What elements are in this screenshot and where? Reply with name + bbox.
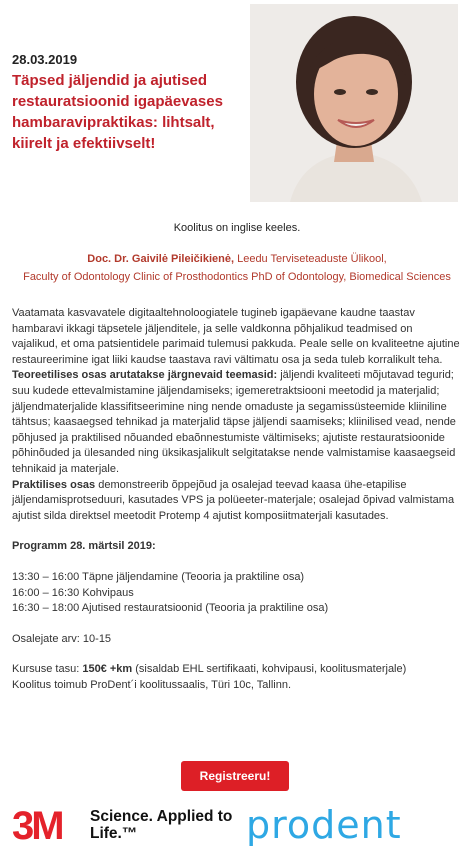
lecturer-name: Doc. Dr. Gaivilė Pileičikienė, (87, 253, 235, 265)
practice-paragraph (12, 478, 460, 525)
lecturer-affiliation: Leedu Terviseteaduste Ülikool, (234, 253, 387, 265)
program-item: 13:30 – 16:00 Täpne jäljendamine (Teooria ja praktiline osa) (12, 570, 305, 583)
header (0, 0, 474, 200)
course-fee (12, 662, 460, 678)
event-date: 28.03.2019 (12, 52, 78, 67)
program-title: Programm 28. märtsil 2019: (12, 540, 156, 553)
portrait-image (250, 4, 458, 202)
prodent-logo[interactable]: prodent (246, 803, 402, 847)
fee-note: (sisaldab EHL sertifikaati, kohvipausi, koolitusmaterjale) (132, 663, 407, 676)
theory-paragraph (12, 368, 460, 477)
lecturer-faculty: Faculty of Odontology Clinic of Prosthodontics PhD of Odontology, Biomedical Sciences (23, 271, 451, 283)
course-description (12, 306, 460, 693)
lecturer-photo (250, 4, 458, 202)
fee-label: Kursuse tasu: (12, 663, 83, 676)
practice-text: demonstreerib õppejõud ja osalejad teevad kaasa ühe-etapilise jäljendamisprotseduuri, kasutades VPS ja polüeeter-materjale; osalejad õpivad valmistama ajutist silda direktsel meetodit Protemp 4 ajutist komposiitmaterjali kasutades. (12, 478, 455, 522)
theory-label: Teoreetilises osas arutatakse järgnevaid teemasid: (12, 369, 278, 382)
lecturer-info (0, 250, 474, 286)
participants-count: Osalejate arv: 10-15 (12, 632, 112, 645)
course-location: Koolitus toimub ProDent´i koolitussaalis, Türi 10c, Tallinn. (12, 678, 292, 691)
lecturer-line-1 (0, 250, 474, 268)
event-headline: Täpsed jäljendid ja ajutised restauratsioonid igapäevases hambaravipraktikas: lihtsalt, kiirelt ja efektiivselt! (12, 72, 223, 152)
3m-mark: 3M (12, 804, 62, 848)
language-note: Koolitus on inglise keeles. (173, 222, 301, 234)
theory-text: jäljendi kvaliteeti mõjutavad tegurid; suu kudede ettevalmistamine jäljendamiseks; igemeretraktsiooni meetodid ja materjalid; jäljendmaterjalide klassifitseerimine ning nende omaduste ja segamissüsteemide kliiniline tähtsus; kaasaegsed tehnikad ja materjalid täpse jäljendi saamiseks; kliinilised vead, nende põhjused ja praktilised nõuanded ebaõnnestumiste vältimiseks; ajutiste restauratsioonide põhinõuded ja ülesanded ning üksikasjalikult selgitatakse nende valmistamise kaasaegseid tehnikaid ja materjale. (12, 369, 456, 475)
program-item: 16:00 – 16:30 Kohvipaus (12, 586, 134, 599)
intro-text: Vaatamata kasvavatele digitaaltehnoloogiatele tugineb igapäevane kaudne taastav hambaravi ikkagi täpsetele jäljenditele, ja selle valdkonna põhjalikud teadmised on vajalikud, et oma patsientidele parimaid tulemusi pakkuda. Peale selle on kvaliteetne ajutine restaureerimine igat liiki kaudse taastava ravi vältimatu osa ja seda tuleb korralikult teha. (12, 307, 460, 366)
register-button[interactable]: Registreeru! (181, 761, 289, 791)
3m-tagline: Science. Applied to Life.™ (90, 808, 233, 842)
program-item: 16:30 – 18:00 Ajutised restauratsioonid (Teooria ja praktiline osa) (12, 602, 329, 615)
practice-label: Praktilises osas (12, 478, 96, 491)
fee-amount: 150€ +km (82, 663, 133, 676)
